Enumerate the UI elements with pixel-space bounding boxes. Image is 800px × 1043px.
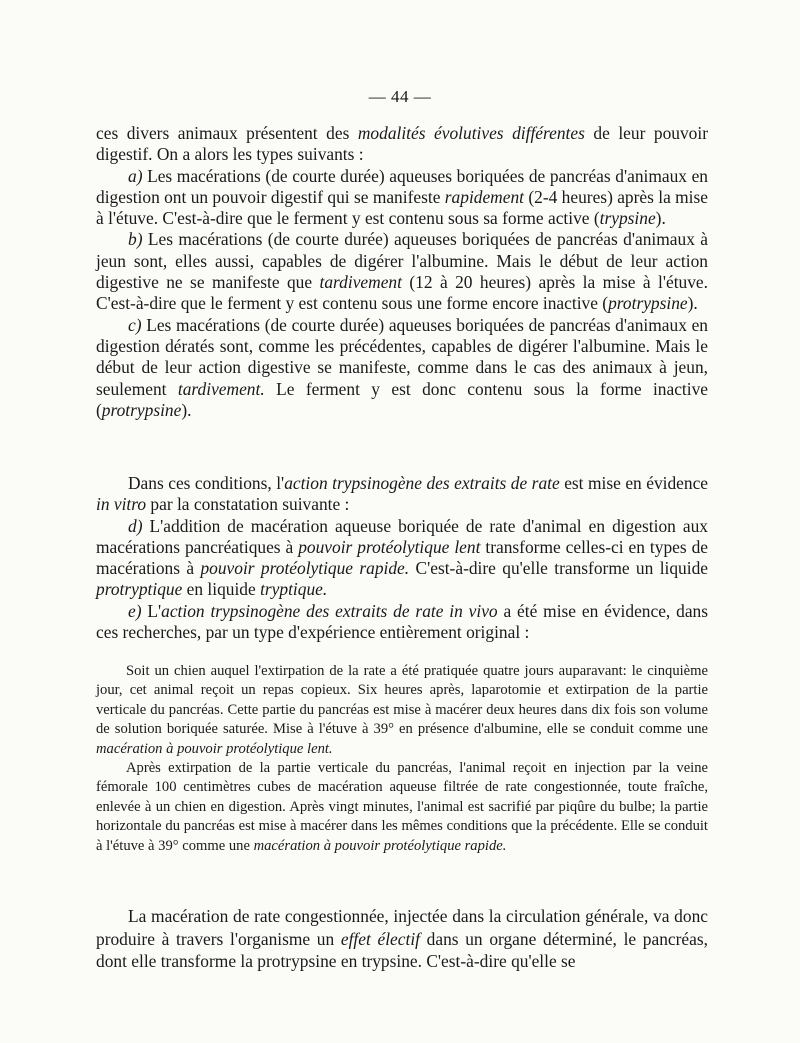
text-run: a été mise en évidence, dans ces recherches, par un type d'expérience entièrement original : [96,600,708,643]
italic-run: tardivement [319,272,402,293]
paragraph-block-types [96,123,708,421]
text-run: (12 à 20 heures) après la mise à l'étuve. C'est-à-dire que le ferment y est contenu sous une forme encore inactive ( [96,272,708,314]
italic-run: macération à pouvoir protéolytique rapide. [253,837,507,854]
italic-run: macération à pouvoir protéolytique lent. [96,740,333,757]
italic-run: protryptique [96,579,183,600]
italic-run: action trypsinogène des extraits de rate in vivo [161,600,498,621]
item-label: e) [128,600,142,621]
italic-run: action trypsinogène des extraits de rate [284,473,560,493]
text-run: Les macérations (de courte durée) aqueuses boriquées de pancréas d'animaux à jeun sont, elles aussi, capables de digérer l'albumine. Mais le début de leur action digestive ne se manifeste que [96,229,708,293]
text-run: ). [655,208,666,229]
paragraph-block-evidence [96,473,708,643]
item-d-paragraph [96,516,708,601]
experiment-paragraph-2 [96,759,708,856]
italic-run: rapidement [444,186,524,207]
page-number: — 44 — [368,87,432,106]
text-run: (2-4 heures) après la mise à l'étuve. C'est-à-dire que le ferment y est contenu sous sa forme active ( [96,186,709,229]
item-b-paragraph [96,229,708,314]
italic-run: tryptique. [260,579,328,600]
text-run: Dans ces conditions, l' [128,473,285,493]
text-run: dans un organe déterminé, le pancréas, dont elle transforme la protrypsine en trypsine. C'est-à-dire qu'elle se [96,928,708,971]
text-run: Soit un chien auquel l'extirpation de la rate a été pratiquée quatre jours auparavant: le cinquième jour, cet animal reçoit un repas copieux. Six heures après, laparotomie et extirpation de la partie verticale du pancréas. Cette partie du pancréas est mise à macérer deux heures dans dix fois son volume de solution boriquée saturée. Mise à l'étuve à 39° en présence d'albumine, elle se conduit comme une [96,663,708,738]
item-label: c) [128,314,142,335]
paragraph-block-conclusion [96,905,708,973]
item-c-paragraph [96,315,708,421]
text-run: par la constatation suivante : [146,494,350,515]
text-run: en liquide [182,579,261,600]
italic-run: trypsine [599,208,656,229]
text-run: ). [181,399,192,420]
item-a-paragraph [96,166,708,230]
text-run: Après extirpation de la partie verticale du pancréas, l'animal reçoit en injection par la veine fémorale 100 centimètres cubes de macération aqueuse filtrée de rate congestionnée, toute fraîche, enlevée à un chien en digestion. Après vingt minutes, l'animal est sacrifié par piqûre du bulbe; la partie horizontale du pancréas est mise à macérer dans les mêmes conditions que la précédente. Elle se conduit à l'étuve à 39° comme une [96,760,708,854]
text-run: Les macérations (de courte durée) aqueuses boriquées de pancréas d'animaux en digestion dératés sont, comme les précédentes, capables de digérer l'albumine. Mais le début de leur action digestive se manifeste, comme dans le cas des animaux à jeun, seulement [96,314,708,399]
text-run: ces divers animaux présentent des [96,123,358,143]
text-run: est mise en évidence [559,473,709,493]
italic-run: pouvoir protéolytique lent [298,536,481,557]
text-run: Le ferment y est donc contenu sous la forme inactive ( [96,378,708,420]
text-run: L'addition de macération aqueuse boriquée de rate d'animal en digestion aux macérations pancréatiques à [96,515,708,557]
text-run: L' [141,600,162,621]
text-run: C'est-à-dire qu'elle transforme un liquide [409,558,708,579]
text-run: Les macérations (de courte durée) aqueuses boriquées de pancréas d'animaux en digestion ont un pouvoir digestif qui se manifeste [96,165,708,207]
italic-run: protrypsine [101,399,182,420]
italic-run: effet électif [340,928,420,949]
text-run: de leur pouvoir digestif. On a alors les types suivants : [96,123,708,165]
item-label: b) [128,229,143,250]
italic-run: in vitro [96,494,147,515]
italic-run: tardivement. [177,378,265,399]
intro-paragraph [96,123,708,166]
italic-run: modalités évolutives différentes [357,123,585,143]
experiment-description [96,662,708,856]
conclusion-paragraph [96,905,708,973]
text-run: La macération de rate congestionnée, injectée dans la circulation générale, va donc produire à travers l'organisme un [96,906,708,949]
conditions-paragraph [96,473,708,516]
item-label: d) [128,515,143,536]
experiment-paragraph-1 [96,662,708,759]
text-run: ). [687,293,698,314]
item-e-paragraph [96,601,708,644]
item-label: a) [128,165,143,186]
text-run: transforme celles-ci en types de macérations à [96,536,708,579]
italic-run: protrypsine [608,293,688,314]
italic-run: pouvoir protéolytique rapide. [200,558,410,579]
